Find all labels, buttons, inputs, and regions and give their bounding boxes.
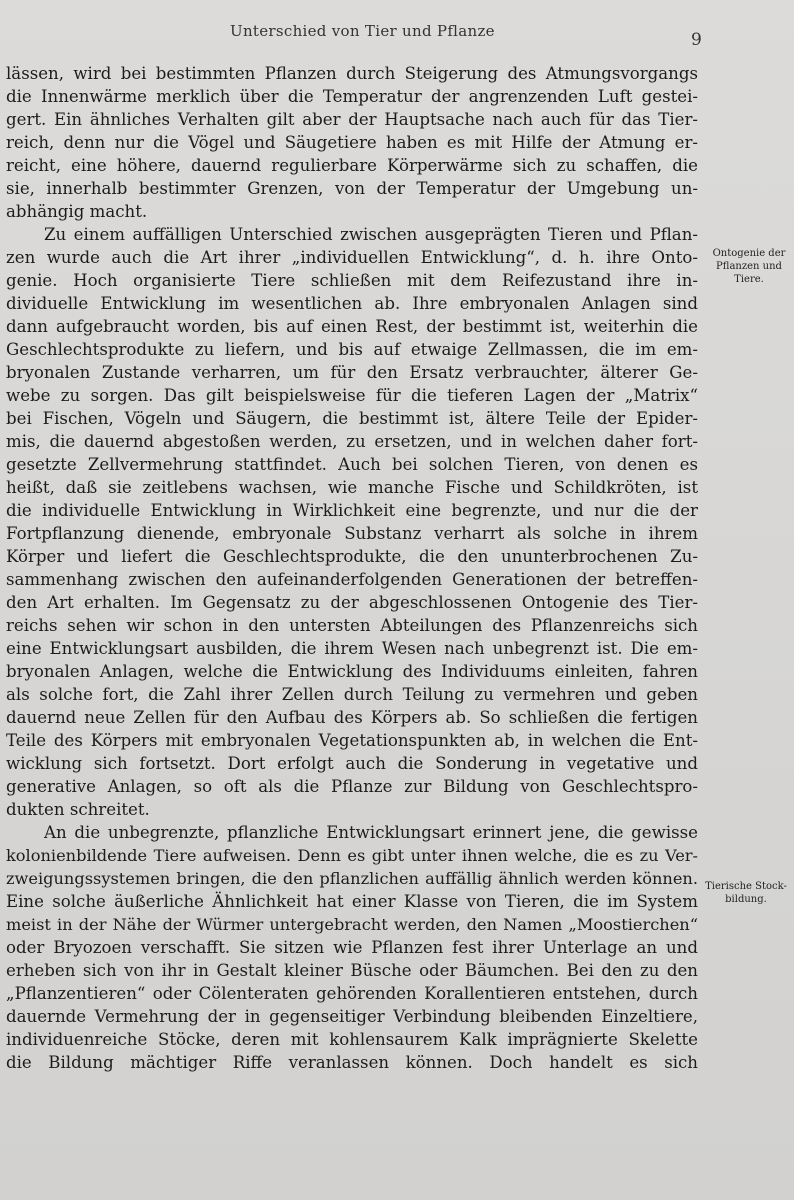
text-line: meist in der Nähe der Würmer untergebracht werden, den Namen „Moostierchen“ <box>6 915 698 934</box>
text-line: Körper und liefert die Geschlechtsprodukte, die den ununterbrochenen Zu- <box>6 547 698 566</box>
page-number: 9 <box>691 30 702 50</box>
text-line: bryonalen Anlagen, welche die Entwicklung des Individuums einleiten, fahren <box>6 662 698 681</box>
text-line: lässen, wird bei bestimmten Pflanzen durch Steigerung des Atmungsvorgangs <box>6 64 698 83</box>
paragraph-1 <box>6 62 698 223</box>
text-line: zen wurde auch die Art ihrer „individuellen Entwicklung“, d. h. ihre Onto- <box>6 248 698 267</box>
text-line: reicht, eine höhere, dauernd regulierbare Körperwärme sich zu schaffen, die <box>6 156 698 175</box>
text-line: die Innenwärme merklich über die Temperatur der angrenzenden Luft gestei- <box>6 87 698 106</box>
text-line: Eine solche äußerliche Ähnlichkeit hat einer Klasse von Tieren, die im System <box>6 892 698 911</box>
text-line: dauernde Vermehrung der in gegenseitiger Verbindung bleibenden Einzeltiere, <box>6 1007 698 1026</box>
text-line: reich, denn nur die Vögel und Säugetiere haben es mit Hilfe der Atmung er- <box>6 133 698 152</box>
text-line: oder Bryozoen verschafft. Sie sitzen wie Pflanzen fest ihrer Unterlage an und <box>6 938 698 957</box>
margin-note-line: Tiere. <box>734 274 764 285</box>
text-line: An die unbegrenzte, pflanzliche Entwicklungsart erinnert jene, die gewisse <box>44 823 698 842</box>
text-line: Fortpflanzung dienende, embryonale Substanz verharrt als solche in ihrem <box>6 524 698 543</box>
text-line: zweigungssystemen bringen, die den pflanzlichen auffällig ähnlich werden können. <box>6 869 698 888</box>
text-line: sie, innerhalb bestimmter Grenzen, von der Temperatur der Umgebung un- <box>6 179 698 198</box>
text-line: Geschlechtsprodukte zu liefern, und bis auf etwaige Zellmassen, die im em- <box>6 340 698 359</box>
paragraph-3 <box>6 821 698 1074</box>
margin-note-stockbildung <box>698 880 794 906</box>
text-line: abhängig macht. <box>6 202 148 221</box>
text-line: mis, die dauernd abgestoßen werden, zu ersetzen, und in welchen daher fort- <box>6 432 698 451</box>
body-text <box>6 62 698 1074</box>
text-line: gesetzte Zellvermehrung stattfindet. Auch bei solchen Tieren, von denen es <box>6 455 698 474</box>
text-line: „Pflanzentieren“ oder Cölenteraten gehörenden Korallentieren entstehen, durch <box>6 984 698 1003</box>
text-line: als solche fort, die Zahl ihrer Zellen durch Teilung zu vermehren und geben <box>6 685 698 704</box>
text-line: die individuelle Entwicklung in Wirklichkeit eine begrenzte, und nur die der <box>6 501 698 520</box>
text-line: kolonienbildende Tiere aufweisen. Denn es gibt unter ihnen welche, die es zu Ver- <box>6 846 698 865</box>
text-line: erheben sich von ihr in Gestalt kleiner Büsche oder Bäumchen. Bei den zu den <box>6 961 698 980</box>
paragraph-2 <box>6 223 698 821</box>
text-line: individuenreiche Stöcke, deren mit kohlensaurem Kalk imprägnierte Skelette <box>6 1030 698 1049</box>
text-line: genie. Hoch organisierte Tiere schließen mit dem Reifezustand ihre in- <box>6 271 698 290</box>
text-line: bryonalen Zustande verharren, um für den Ersatz verbrauchter, älterer Ge- <box>6 363 698 382</box>
running-title: Unterschied von Tier und Pflanze <box>230 22 495 40</box>
text-line: dauernd neue Zellen für den Aufbau des Körpers ab. So schließen die fertigen <box>6 708 698 727</box>
text-line: heißt, daß sie zeitlebens wachsen, wie manche Fische und Schildkröten, ist <box>6 478 698 497</box>
text-line: den Art erhalten. Im Gegensatz zu der abgeschlossenen Ontogenie des Tier- <box>6 593 698 612</box>
text-line: die Bildung mächtiger Riffe veranlassen können. Doch handelt es sich <box>6 1053 698 1072</box>
text-line: reichs sehen wir schon in den untersten Abteilungen des Pflanzenreichs sich <box>6 616 698 635</box>
text-line: dividuelle Entwicklung im wesentlichen ab. Ihre embryonalen Anlagen sind <box>6 294 698 313</box>
margin-note-line: Tierische Stock- <box>705 881 787 892</box>
text-line: webe zu sorgen. Das gilt beispielsweise für die tieferen Lagen der „Matrix“ <box>6 386 698 405</box>
text-line: Teile des Körpers mit embryonalen Vegetationspunkten ab, in welchen die Ent- <box>6 731 698 750</box>
margin-note-line: Ontogenie der <box>712 248 786 259</box>
text-line: wicklung sich fortsetzt. Dort erfolgt auch die Sonderung in vegetative und <box>6 754 698 773</box>
text-line: Zu einem auffälligen Unterschied zwischen ausgeprägten Tieren und Pflan- <box>44 225 698 244</box>
text-line: sammenhang zwischen den aufeinanderfolgenden Generationen der betreffen- <box>6 570 698 589</box>
margin-note-line: Pflanzen und <box>716 261 782 272</box>
text-line: eine Entwicklungsart ausbilden, die ihrem Wesen nach unbegrenzt ist. Die em- <box>6 639 698 658</box>
margin-note-line: bildung. <box>725 894 767 905</box>
text-line: generative Anlagen, so oft als die Pflanze zur Bildung von Geschlechtspro- <box>6 777 698 796</box>
margin-note-ontogenie <box>704 247 794 286</box>
text-line: bei Fischen, Vögeln und Säugern, die bestimmt ist, ältere Teile der Epider- <box>6 409 698 428</box>
text-line: gert. Ein ähnliches Verhalten gilt aber der Hauptsache nach auch für das Tier- <box>6 110 698 129</box>
text-line: dann aufgebraucht worden, bis auf einen Rest, der bestimmt ist, weiterhin die <box>6 317 698 336</box>
text-line: dukten schreitet. <box>6 800 150 819</box>
